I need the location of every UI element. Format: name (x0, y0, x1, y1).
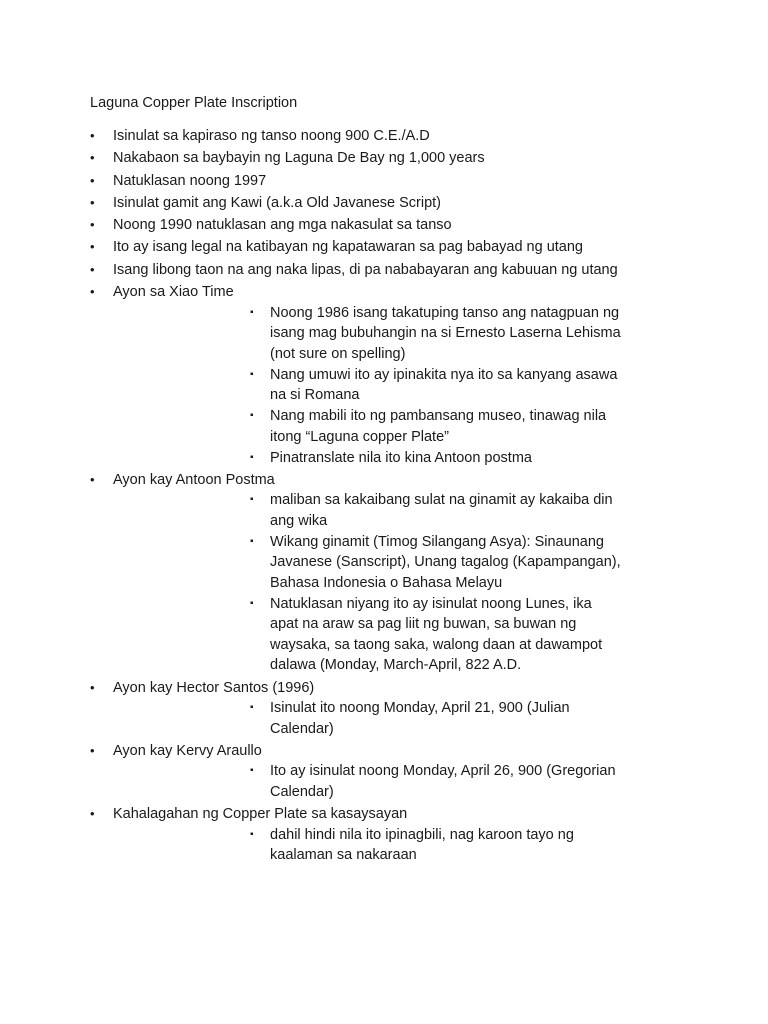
sub-list-item (113, 490, 708, 531)
list-item-text: Kahalagahan ng Copper Plate sa kasaysayan (113, 806, 408, 823)
sub-list-item (113, 365, 708, 406)
sub-list-item-text: Nang umuwi ito ay ipinakita nya ito sa kanyang asawa na si Romana (270, 366, 618, 404)
sub-bullet-list (113, 825, 708, 866)
list-item-text: Isinulat sa kapiraso ng tanso noong 900 C.E./A.D (113, 128, 430, 144)
bullet-icon: • (90, 806, 95, 822)
bullet-icon: • (90, 742, 95, 758)
list-item-text: Ayon sa Xiao Time (113, 284, 234, 301)
list-item (0, 148, 768, 169)
bullet-icon: • (90, 284, 95, 300)
bullet-icon: • (90, 128, 95, 143)
square-bullet-icon: ▪ (250, 828, 254, 840)
square-bullet-icon: ▪ (250, 494, 254, 506)
sub-list-item-text: Isinulat ito noong Monday, April 21, 900 (Julian Calendar) (270, 700, 570, 737)
bullet-icon: • (90, 261, 95, 277)
list-item (0, 678, 768, 740)
bullet-icon: • (90, 679, 95, 695)
list-item-text: Natuklasan noong 1997 (113, 172, 267, 189)
list-item (0, 171, 768, 192)
sub-list-item-text: Ito ay isinulat noong Monday, April 26, 900 (Gregorian Calendar) (270, 763, 616, 800)
list-item-text: Ito ay isang legal na katibayan ng kapatawaran sa pag babayad ng utang (113, 239, 583, 256)
list-item (0, 126, 768, 147)
square-bullet-icon: ▪ (250, 451, 254, 463)
square-bullet-icon: ▪ (250, 765, 254, 777)
list-item-text: Ayon kay Hector Santos (1996) (113, 679, 315, 696)
sub-list-item-text: Wikang ginamit (Timog Silangang Asya): Sinaunang Javanese (Sanscript), Unang tagalog (Kapampangan), Bahasa Indonesia o Bahasa Melayu (270, 533, 621, 591)
square-bullet-icon: ▪ (250, 702, 254, 714)
sub-list-item (113, 406, 708, 447)
sub-list-item-text: Nang mabili ito ng pambansang museo, tinawag nila itong “Laguna copper Plate” (270, 408, 607, 445)
list-item (0, 260, 768, 281)
bullet-icon: • (90, 217, 95, 233)
list-item (0, 193, 768, 214)
list-item (0, 237, 768, 258)
sub-list-item-text: Natuklasan niyang ito ay isinulat noong Lunes, ika apat na araw sa pag liit ng buwan, sa buwan ng waysaka, sa taong saka, walong daan at dawampot dalawa (Monday, March-April, 822 A.D. (270, 595, 603, 674)
sub-list-item (113, 761, 708, 802)
sub-list-item (113, 532, 708, 594)
list-item-text: Ayon kay Kervy Araullo (113, 742, 262, 759)
bullet-icon: • (90, 471, 95, 487)
sub-list-item (113, 594, 708, 676)
sub-bullet-list (113, 490, 708, 676)
list-item (0, 804, 768, 866)
square-bullet-icon: ▪ (250, 306, 254, 318)
sub-bullet-list (113, 303, 708, 469)
list-item (0, 282, 768, 468)
list-item-text: Ayon kay Antoon Postma (113, 471, 275, 488)
square-bullet-icon: ▪ (250, 368, 254, 380)
sub-list-item-text: Noong 1986 isang takatuping tanso ang natagpuan ng isang mag bubuhangin na si Ernesto Laserna Lehisma (not sure on spelling) (270, 304, 621, 362)
bullet-icon: • (90, 239, 95, 255)
square-bullet-icon: ▪ (250, 597, 254, 609)
sub-bullet-list (113, 698, 708, 739)
sub-list-item-text: dahil hindi nila ito ipinagbili, nag karoon tayo ng kaalaman sa nakaraan (270, 826, 574, 864)
bullet-list (0, 126, 768, 866)
list-item-text: Nakabaon sa baybayin ng Laguna De Bay ng 1,000 years (113, 150, 485, 167)
document-content (0, 126, 768, 868)
list-item-text: Isang libong taon na ang naka lipas, di pa nababayaran ang kabuuan ng utang (113, 261, 618, 278)
list-item (0, 215, 768, 236)
sub-list-item (113, 698, 708, 739)
sub-list-item (113, 825, 708, 866)
list-item (0, 470, 768, 676)
bullet-icon: • (90, 194, 95, 210)
square-bullet-icon: ▪ (250, 535, 254, 547)
sub-list-item (113, 448, 708, 469)
sub-list-item-text: Pinatranslate nila ito kina Antoon postma (270, 449, 532, 466)
list-item-text: Noong 1990 natuklasan ang mga nakasulat sa tanso (113, 217, 452, 234)
square-bullet-icon: ▪ (250, 410, 254, 422)
list-item (0, 741, 768, 803)
sub-list-item (113, 303, 708, 365)
sub-bullet-list (113, 761, 708, 802)
bullet-icon: • (90, 172, 95, 188)
bullet-icon: • (90, 150, 95, 166)
document-title: Laguna Copper Plate Inscription (90, 95, 298, 111)
sub-list-item-text: maliban sa kakaibang sulat na ginamit ay kakaiba din ang wika (270, 492, 613, 529)
list-item-text: Isinulat gamit ang Kawi (a.k.a Old Javanese Script) (113, 194, 442, 211)
